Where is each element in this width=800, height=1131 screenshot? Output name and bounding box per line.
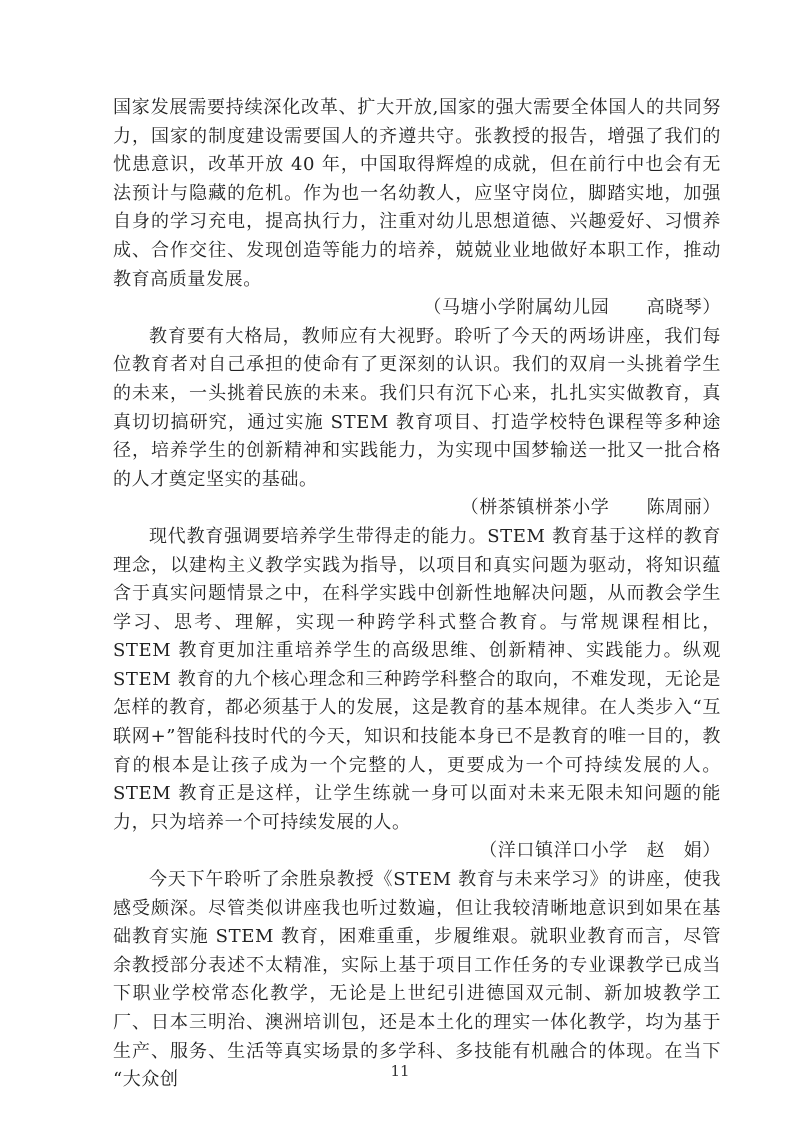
attribution-line-1: （马塘小学附属幼儿园 高晓琴） xyxy=(423,297,721,319)
body-paragraph-1: 国家发展需要持续深化改革、扩大开放,国家的强大需要全体国人的共同努力，国家的制度建设需要国人的齐遵共守。张教授的报告，增强了我们的忧患意识，改革开放 40 年，中国取得辉煌的成就，但在前行中也会有无法预计与隐藏的危机。作为也一名幼教人，应坚守岗位，脚踏实地，加强自身的学习充电，提高执行力，注重对幼儿思想道德、兴趣爱好、习惯养成、合作交往、发现创造等能力的培养，兢兢业业地做好本职工作，推动教育高质量发展。 xyxy=(113,97,721,290)
page-number: 11 xyxy=(390,1062,410,1080)
body-paragraph-4: 今天下午聆听了余胜泉教授《STEM 教育与未来学习》的讲座，使我感受颇深。尽管类似讲座我也听过数遍，但让我较清晰地意识到如果在基础教育实施 STEM 教育，困难重重，步履维艰。就职业教育而言，尽管余教授部分表述不太精准，实际上基于项目工作任务的专业课教学已成当下职业学校常态化教学，无论是上世纪引进德国双元制、新加坡教学工厂、日本三明治、澳洲培训包，还是本土化的理实一体化教学，均为基于生产、服务、生活等真实场景的多学科、多技能有机融合的体现。在当下 “大众创 xyxy=(113,869,721,1091)
page-content xyxy=(113,94,721,1095)
body-paragraph-3: 现代教育强调要培养学生带得走的能力。STEM 教育基于这样的教育理念，以建构主义教学实践为指导，以项目和真实问题为驱动，将知识蕴含于真实问题情景之中，在科学实践中创新性地解决问题，从而教会学生学习、思考、理解，实现一种跨学科式整合教育。与常规课程相比，STEM 教育更加注重培养学生的高级思维、创新精神、实践能力。纵观 STEM 教育的九个核心理念和三种跨学科整合的取向，不难发现，无论是怎样的教育，都必须基于人的发展，这是教育的基本规律。在人类步入“互联网+”智能科技时代的今天，知识和技能本身已不是教育的唯一目的，教育的根本是让孩子成为一个完整的人，更要成为一个可持续发展的人。STEM 教育正是这样，让学生练就一身可以面对未来无限未知问题的能力，只为培养一个可持续发展的人。 xyxy=(113,525,721,833)
attribution-line-2: （栟茶镇栟茶小学 陈周丽） xyxy=(460,497,721,519)
attribution-line-3: （洋口镇洋口小学 赵 娟） xyxy=(479,840,721,862)
body-paragraph-2: 教育要有大格局，教师应有大视野。聆听了今天的两场讲座，我们每位教育者对自己承担的使命有了更深刻的认识。我们的双肩一头挑着学生的未来，一头挑着民族的未来。我们只有沉下心来，扎扎实实做教育，真真切切搞研究，通过实施 STEM 教育项目、打造学校特色课程等多种途径，培养学生的创新精神和实践能力，为实现中国梦输送一批又一批合格的人才奠定坚实的基础。 xyxy=(113,325,721,490)
